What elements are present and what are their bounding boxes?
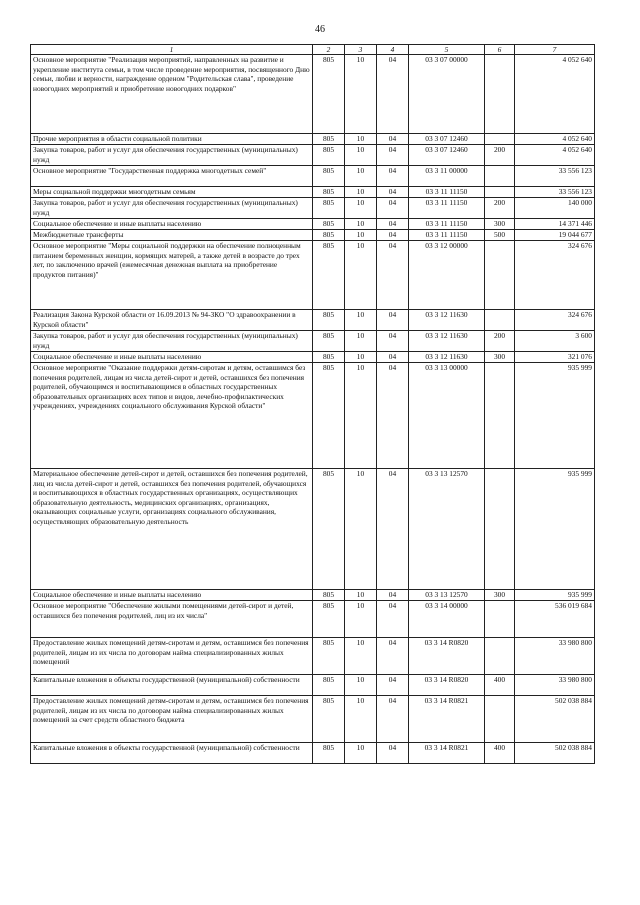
row-grbs-cell: 805: [313, 310, 345, 331]
row-pr-cell: 04: [377, 310, 409, 331]
row-pr-cell: 04: [377, 363, 409, 469]
row-sum-cell: 19 044 677: [515, 230, 595, 241]
row-vr-cell: [485, 166, 515, 187]
row-pr-cell: 04: [377, 601, 409, 638]
row-sum-cell: 4 052 640: [515, 134, 595, 145]
row-grbs-cell: 805: [313, 219, 345, 230]
row-vr-cell: [485, 241, 515, 310]
row-csr-cell: 03 3 13 12570: [409, 590, 485, 601]
row-grbs-cell: 805: [313, 469, 345, 590]
row-name-cell: Закупка товаров, работ и услуг для обеспечения государственных (муниципальных) нужд: [31, 198, 313, 219]
row-vr-cell: 400: [485, 743, 515, 764]
row-rz-cell: 10: [345, 601, 377, 638]
row-rz-cell: 10: [345, 638, 377, 675]
row-pr-cell: 04: [377, 331, 409, 352]
row-csr-cell: 03 3 11 11150: [409, 230, 485, 241]
row-sum-cell: 4 052 640: [515, 55, 595, 134]
row-sum-cell: 502 038 884: [515, 743, 595, 764]
row-rz-cell: 10: [345, 331, 377, 352]
row-csr-cell: 03 3 13 00000: [409, 363, 485, 469]
row-rz-cell: 10: [345, 55, 377, 134]
table-row: [31, 363, 595, 469]
row-name-cell: Прочие мероприятия в области социальной политики: [31, 134, 313, 145]
row-name-cell: Основное мероприятие "Оказание поддержки детям-сиротам и детям, оставшимся без попечения родителей, лицам из числа детей-сирот и детей, оставшихся без попечения родителей, обучающимся и воспитывающимся в областных государственных образовательных организациях всех типов и видов, лечебно-профилактических учреждениях, учреждениях социального обслуживания Курской области": [31, 363, 313, 469]
row-grbs-cell: 805: [313, 590, 345, 601]
table-row: [31, 675, 595, 696]
row-sum-cell: 502 038 884: [515, 696, 595, 743]
row-vr-cell: 200: [485, 145, 515, 166]
row-sum-cell: 324 676: [515, 241, 595, 310]
row-grbs-cell: 805: [313, 743, 345, 764]
row-sum-cell: 935 999: [515, 469, 595, 590]
column-header: 4: [377, 45, 409, 55]
table-row: [31, 590, 595, 601]
row-sum-cell: 140 000: [515, 198, 595, 219]
row-vr-cell: [485, 55, 515, 134]
page-number: 46: [315, 24, 325, 35]
table-row: [31, 187, 595, 198]
row-grbs-cell: 805: [313, 601, 345, 638]
row-csr-cell: 03 3 07 12460: [409, 134, 485, 145]
row-name-cell: Материальное обеспечение детей-сирот и детей, оставшихся без попечения родителей, лиц из числа детей-сирот и детей, оставшихся без попечения родителей, обучающихся и воспитывающихся в областных государственных организациях, осуществляющих образовательную деятельность, медицинских организациях, организациях, оказывающих социальные услуги, организациях социального обслуживания, осуществляющих образовательную деятельность: [31, 469, 313, 590]
row-sum-cell: 33 556 123: [515, 166, 595, 187]
row-name-cell: Основное мероприятие "Государственная поддержка многодетных семей": [31, 166, 313, 187]
row-sum-cell: 935 999: [515, 590, 595, 601]
table-row: [31, 55, 595, 134]
row-csr-cell: 03 3 12 00000: [409, 241, 485, 310]
row-pr-cell: 04: [377, 675, 409, 696]
row-csr-cell: 03 3 14 00000: [409, 601, 485, 638]
row-pr-cell: 04: [377, 166, 409, 187]
row-vr-cell: [485, 310, 515, 331]
row-pr-cell: 04: [377, 696, 409, 743]
row-sum-cell: 935 999: [515, 363, 595, 469]
row-name-cell: Социальное обеспечение и иные выплаты населению: [31, 219, 313, 230]
row-pr-cell: 04: [377, 134, 409, 145]
table-row: [31, 145, 595, 166]
row-grbs-cell: 805: [313, 696, 345, 743]
row-vr-cell: [485, 696, 515, 743]
column-header: 2: [313, 45, 345, 55]
row-vr-cell: 400: [485, 675, 515, 696]
row-sum-cell: 33 556 123: [515, 187, 595, 198]
row-name-cell: Основное мероприятие "Реализация мероприятий, направленных на развитие и укрепление института семьи, в том числе проведение мероприятия, посвященного Дню семьи, любви и верности, награждение орденом "Родительская слава", проведение новогодних мероприятий и приобретение новогодних подарков": [31, 55, 313, 134]
row-name-cell: Предоставление жилых помещений детям-сиротам и детям, оставшимся без попечения родителей, лицам из их числа по договорам найма специализированных жилых помещений: [31, 638, 313, 675]
row-csr-cell: 03 3 12 11630: [409, 310, 485, 331]
row-name-cell: Закупка товаров, работ и услуг для обеспечения государственных (муниципальных) нужд: [31, 145, 313, 166]
row-name-cell: Основное мероприятие "Обеспечение жилыми помещениями детей-сирот и детей, оставшихся без попечения родителей, лиц из их числа": [31, 601, 313, 638]
row-sum-cell: 3 600: [515, 331, 595, 352]
table-row: [31, 198, 595, 219]
row-grbs-cell: 805: [313, 352, 345, 363]
row-csr-cell: 03 3 11 11150: [409, 219, 485, 230]
row-name-cell: Предоставление жилых помещений детям-сиротам и детям, оставшимся без попечения родителей, лицам из их числа по договорам найма специализированных жилых помещений за счет средств областного бюджета: [31, 696, 313, 743]
row-grbs-cell: 805: [313, 331, 345, 352]
row-pr-cell: 04: [377, 590, 409, 601]
table-row: [31, 134, 595, 145]
row-vr-cell: 200: [485, 198, 515, 219]
row-name-cell: Закупка товаров, работ и услуг для обеспечения государственных (муниципальных) нужд: [31, 331, 313, 352]
table-row: [31, 310, 595, 331]
row-vr-cell: [485, 469, 515, 590]
table-row: [31, 241, 595, 310]
row-pr-cell: 04: [377, 230, 409, 241]
row-rz-cell: 10: [345, 363, 377, 469]
row-grbs-cell: 805: [313, 134, 345, 145]
row-pr-cell: 04: [377, 187, 409, 198]
row-rz-cell: 10: [345, 743, 377, 764]
row-csr-cell: 03 3 11 11150: [409, 198, 485, 219]
row-grbs-cell: 805: [313, 675, 345, 696]
row-csr-cell: 03 3 12 11630: [409, 352, 485, 363]
row-sum-cell: 4 052 640: [515, 145, 595, 166]
row-name-cell: Капитальные вложения в объекты государственной (муниципальной) собственности: [31, 675, 313, 696]
table-row: [31, 166, 595, 187]
row-sum-cell: 33 980 800: [515, 638, 595, 675]
row-sum-cell: 536 019 684: [515, 601, 595, 638]
row-name-cell: Социальное обеспечение и иные выплаты населению: [31, 352, 313, 363]
table-row: [31, 219, 595, 230]
row-vr-cell: 300: [485, 219, 515, 230]
row-pr-cell: 04: [377, 241, 409, 310]
row-vr-cell: [485, 187, 515, 198]
row-grbs-cell: 805: [313, 230, 345, 241]
row-vr-cell: 200: [485, 331, 515, 352]
row-pr-cell: 04: [377, 145, 409, 166]
row-pr-cell: 04: [377, 469, 409, 590]
row-rz-cell: 10: [345, 145, 377, 166]
row-vr-cell: [485, 363, 515, 469]
row-rz-cell: 10: [345, 590, 377, 601]
row-csr-cell: 03 3 14 R0820: [409, 638, 485, 675]
row-csr-cell: 03 3 14 R0820: [409, 675, 485, 696]
table-header-row: [31, 45, 595, 55]
row-rz-cell: 10: [345, 198, 377, 219]
column-header: 5: [409, 45, 485, 55]
row-grbs-cell: 805: [313, 638, 345, 675]
column-header: 3: [345, 45, 377, 55]
row-rz-cell: 10: [345, 134, 377, 145]
row-vr-cell: [485, 134, 515, 145]
row-csr-cell: 03 3 12 11630: [409, 331, 485, 352]
row-grbs-cell: 805: [313, 145, 345, 166]
row-grbs-cell: 805: [313, 187, 345, 198]
row-pr-cell: 04: [377, 55, 409, 134]
row-pr-cell: 04: [377, 743, 409, 764]
row-csr-cell: 03 3 13 12570: [409, 469, 485, 590]
row-rz-cell: 10: [345, 187, 377, 198]
row-rz-cell: 10: [345, 352, 377, 363]
table-row: [31, 638, 595, 675]
row-vr-cell: [485, 638, 515, 675]
row-pr-cell: 04: [377, 638, 409, 675]
row-name-cell: Социальное обеспечение и иные выплаты населению: [31, 590, 313, 601]
row-csr-cell: 03 3 14 R0821: [409, 696, 485, 743]
row-vr-cell: 500: [485, 230, 515, 241]
row-vr-cell: 300: [485, 352, 515, 363]
table-row: [31, 352, 595, 363]
row-sum-cell: 14 371 446: [515, 219, 595, 230]
row-vr-cell: 300: [485, 590, 515, 601]
table-row: [31, 601, 595, 638]
row-name-cell: Межбюджетные трансферты: [31, 230, 313, 241]
row-pr-cell: 04: [377, 219, 409, 230]
row-pr-cell: 04: [377, 352, 409, 363]
row-rz-cell: 10: [345, 241, 377, 310]
row-rz-cell: 10: [345, 469, 377, 590]
row-name-cell: Капитальные вложения в объекты государственной (муниципальной) собственности: [31, 743, 313, 764]
row-rz-cell: 10: [345, 219, 377, 230]
row-name-cell: Реализация Закона Курской области от 16.09.2013 № 94-ЗКО "О здравоохранении в Курской области": [31, 310, 313, 331]
row-rz-cell: 10: [345, 310, 377, 331]
row-sum-cell: 321 076: [515, 352, 595, 363]
row-sum-cell: 33 980 800: [515, 675, 595, 696]
row-rz-cell: 10: [345, 696, 377, 743]
row-rz-cell: 10: [345, 166, 377, 187]
row-grbs-cell: 805: [313, 166, 345, 187]
row-grbs-cell: 805: [313, 198, 345, 219]
row-csr-cell: 03 3 11 11150: [409, 187, 485, 198]
row-sum-cell: 324 676: [515, 310, 595, 331]
row-name-cell: Меры социальной поддержки многодетным семьям: [31, 187, 313, 198]
row-pr-cell: 04: [377, 198, 409, 219]
table-row: [31, 469, 595, 590]
column-header: 7: [515, 45, 595, 55]
row-grbs-cell: 805: [313, 55, 345, 134]
table-row: [31, 743, 595, 764]
table-row: [31, 331, 595, 352]
row-name-cell: Основное мероприятие "Меры социальной поддержки на обеспечение полноценным питанием беременных женщин, кормящих матерей, а также детей в возрасте до трех лет, по заключению врачей (ежемесячная денежная выплата на приобретение продуктов питания)": [31, 241, 313, 310]
table-row: [31, 230, 595, 241]
budget-table: [30, 44, 595, 764]
row-vr-cell: [485, 601, 515, 638]
column-header: 6: [485, 45, 515, 55]
row-rz-cell: 10: [345, 230, 377, 241]
row-grbs-cell: 805: [313, 241, 345, 310]
row-csr-cell: 03 3 07 12460: [409, 145, 485, 166]
row-csr-cell: 03 3 11 00000: [409, 166, 485, 187]
row-rz-cell: 10: [345, 675, 377, 696]
row-csr-cell: 03 3 07 00000: [409, 55, 485, 134]
column-header: 1: [31, 45, 313, 55]
row-grbs-cell: 805: [313, 363, 345, 469]
table-row: [31, 696, 595, 743]
row-csr-cell: 03 3 14 R0821: [409, 743, 485, 764]
